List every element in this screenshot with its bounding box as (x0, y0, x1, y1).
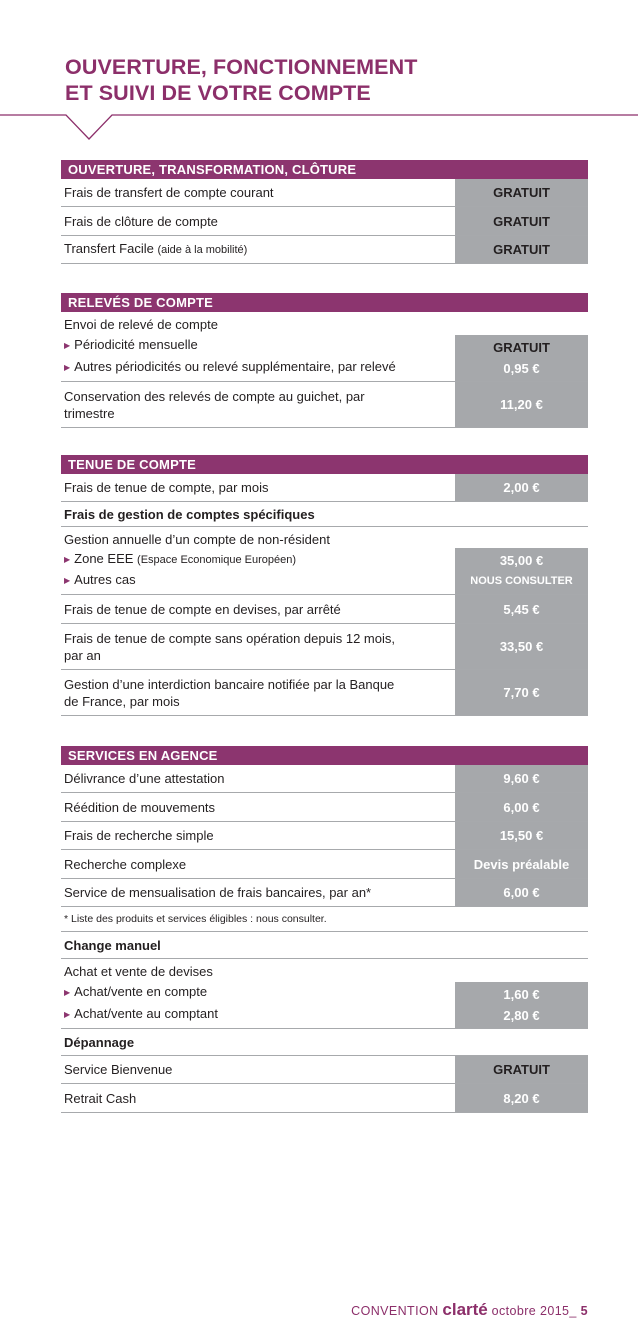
section-header: TENUE DE COMPTE (61, 455, 588, 474)
item-eee-main: Zone EEE (74, 551, 134, 566)
page-number: 5 (580, 1304, 588, 1318)
table-row (61, 474, 588, 502)
envoi-item-autres: ▶ Autres périodicités ou relevé supplémentaire, par relevé (64, 358, 449, 377)
page-title-line2: ET SUIVI DE VOTRE COMPTE (65, 81, 371, 105)
title-pointer-line (0, 113, 638, 153)
row-label (61, 670, 455, 715)
page-title-line1: OUVERTURE, FONCTIONNEMENT (65, 55, 418, 79)
row-label (61, 236, 455, 263)
table-row (61, 932, 588, 959)
page-footer (351, 1300, 588, 1320)
item-eee-note: (Espace Economique Européen) (137, 554, 297, 566)
envoi-item-mensuelle: ▶ Périodicité mensuelle (64, 336, 449, 355)
table-row (61, 879, 588, 907)
value-comptant: 2,80 € (503, 1008, 540, 1023)
non-resident-values (455, 548, 588, 594)
table-row (61, 959, 588, 1029)
row-value: 2,00 € (455, 474, 588, 501)
change-values (455, 982, 588, 1028)
section-header: OUVERTURE, TRANSFORMATION, CLÔTURE (61, 160, 588, 179)
row-label: Réédition de mouvements (64, 799, 216, 815)
row-label (61, 624, 455, 669)
value-mensuelle: GRATUIT (493, 340, 550, 355)
row-value: 15,50 € (455, 822, 588, 849)
table-row (61, 793, 588, 822)
table-row (61, 207, 588, 236)
table-row (61, 850, 588, 879)
envoi-label: Envoi de relevé de compte (64, 317, 218, 332)
row-label: Service de mensualisation de frais bancaires, par an* (64, 885, 372, 900)
row-label: Frais de tenue de compte, par mois (64, 480, 269, 495)
table-row (61, 624, 588, 670)
row-value: Devis préalable (455, 850, 588, 878)
section-services (61, 746, 588, 1113)
table-row (61, 179, 588, 207)
table-row (61, 1029, 588, 1056)
table-row (61, 765, 588, 793)
sans-operation-line1: Frais de tenue de compte sans opération depuis 12 mois, (64, 630, 395, 646)
row-label (61, 959, 455, 1028)
envoi-values (455, 335, 588, 381)
row-value: 11,20 € (455, 382, 588, 427)
section-ouverture (61, 160, 588, 264)
row-value: GRATUIT (455, 1056, 588, 1083)
row-label-note: (aide à la mobilité) (157, 244, 248, 256)
row-value (455, 959, 588, 1028)
interdiction-line1: Gestion d’une interdiction bancaire notifiée par la Banque (64, 676, 395, 692)
row-value: 6,00 € (455, 793, 588, 821)
conservation-line2: trimestre (64, 405, 115, 421)
section-header: RELEVÉS DE COMPTE (61, 293, 588, 312)
table-row (61, 907, 588, 932)
row-label: Frais de recherche simple (64, 828, 214, 843)
change-label: Achat et vente de devises (64, 964, 213, 979)
row-value: GRATUIT (455, 236, 588, 263)
section-tenue (61, 455, 588, 716)
table-row (61, 1084, 588, 1113)
row-value: 9,60 € (455, 765, 588, 792)
row-value-empty (455, 502, 588, 526)
table-row (61, 527, 588, 595)
table-row (61, 236, 588, 264)
table-row (61, 670, 588, 716)
non-resident-label: Gestion annuelle d’un compte de non-résident (64, 532, 330, 547)
sans-operation-line2: par an (64, 647, 101, 663)
row-value (455, 312, 588, 381)
non-resident-item-eee (64, 550, 449, 569)
change-item-comptant: ▶ Achat/vente au comptant (64, 1005, 449, 1024)
row-label-main: Transfert Facile (64, 241, 154, 256)
row-label (61, 527, 455, 594)
row-label: Frais de transfert de compte courant (64, 185, 274, 200)
row-value (455, 527, 588, 594)
table-row (61, 382, 588, 428)
row-value: 33,50 € (455, 624, 588, 669)
table-row (61, 595, 588, 624)
table-row (61, 822, 588, 850)
footer-brand: clarté (442, 1300, 488, 1319)
row-subtitle: Change manuel (64, 937, 161, 953)
table-row (61, 502, 588, 527)
section-header: SERVICES EN AGENCE (61, 746, 588, 765)
section-releves (61, 293, 588, 428)
row-subtitle: Frais de gestion de comptes spécifiques (64, 506, 315, 522)
row-subtitle: Dépannage (64, 1034, 135, 1050)
change-item-compte: ▶ Achat/vente en compte (64, 983, 449, 1002)
row-label: Recherche complexe (64, 856, 187, 872)
footnote: * Liste des produits et services éligibles : nous consulter. (64, 912, 327, 925)
page-title (65, 54, 605, 106)
table-row (61, 312, 588, 382)
table-row (61, 1056, 588, 1084)
row-label (61, 382, 455, 427)
conservation-line1: Conservation des relevés de compte au guichet, par (64, 388, 365, 404)
row-value: 7,70 € (455, 670, 588, 715)
footer-date: octobre 2015_ (487, 1304, 581, 1318)
row-label: Délivrance d’une attestation (64, 771, 225, 786)
footer-prefix: CONVENTION (351, 1304, 443, 1318)
row-value: 6,00 € (455, 879, 588, 906)
value-eee: 35,00 € (499, 553, 544, 568)
value-autres: 0,95 € (503, 361, 540, 376)
value-autres-cas: NOUS CONSULTER (470, 575, 573, 587)
non-resident-item-autres: ▶ Autres cas (64, 571, 449, 590)
row-label: Service Bienvenue (64, 1062, 173, 1077)
value-compte: 1,60 € (503, 987, 540, 1002)
row-value: 5,45 € (455, 595, 588, 623)
row-value: GRATUIT (455, 207, 588, 235)
row-label (61, 312, 455, 381)
row-label: Frais de tenue de compte en devises, par arrêté (64, 601, 341, 617)
row-label: Frais de clôture de compte (64, 213, 218, 229)
row-value: GRATUIT (455, 179, 588, 206)
row-value: 8,20 € (455, 1084, 588, 1112)
row-label: Retrait Cash (64, 1090, 137, 1106)
interdiction-line2: de France, par mois (64, 693, 180, 709)
